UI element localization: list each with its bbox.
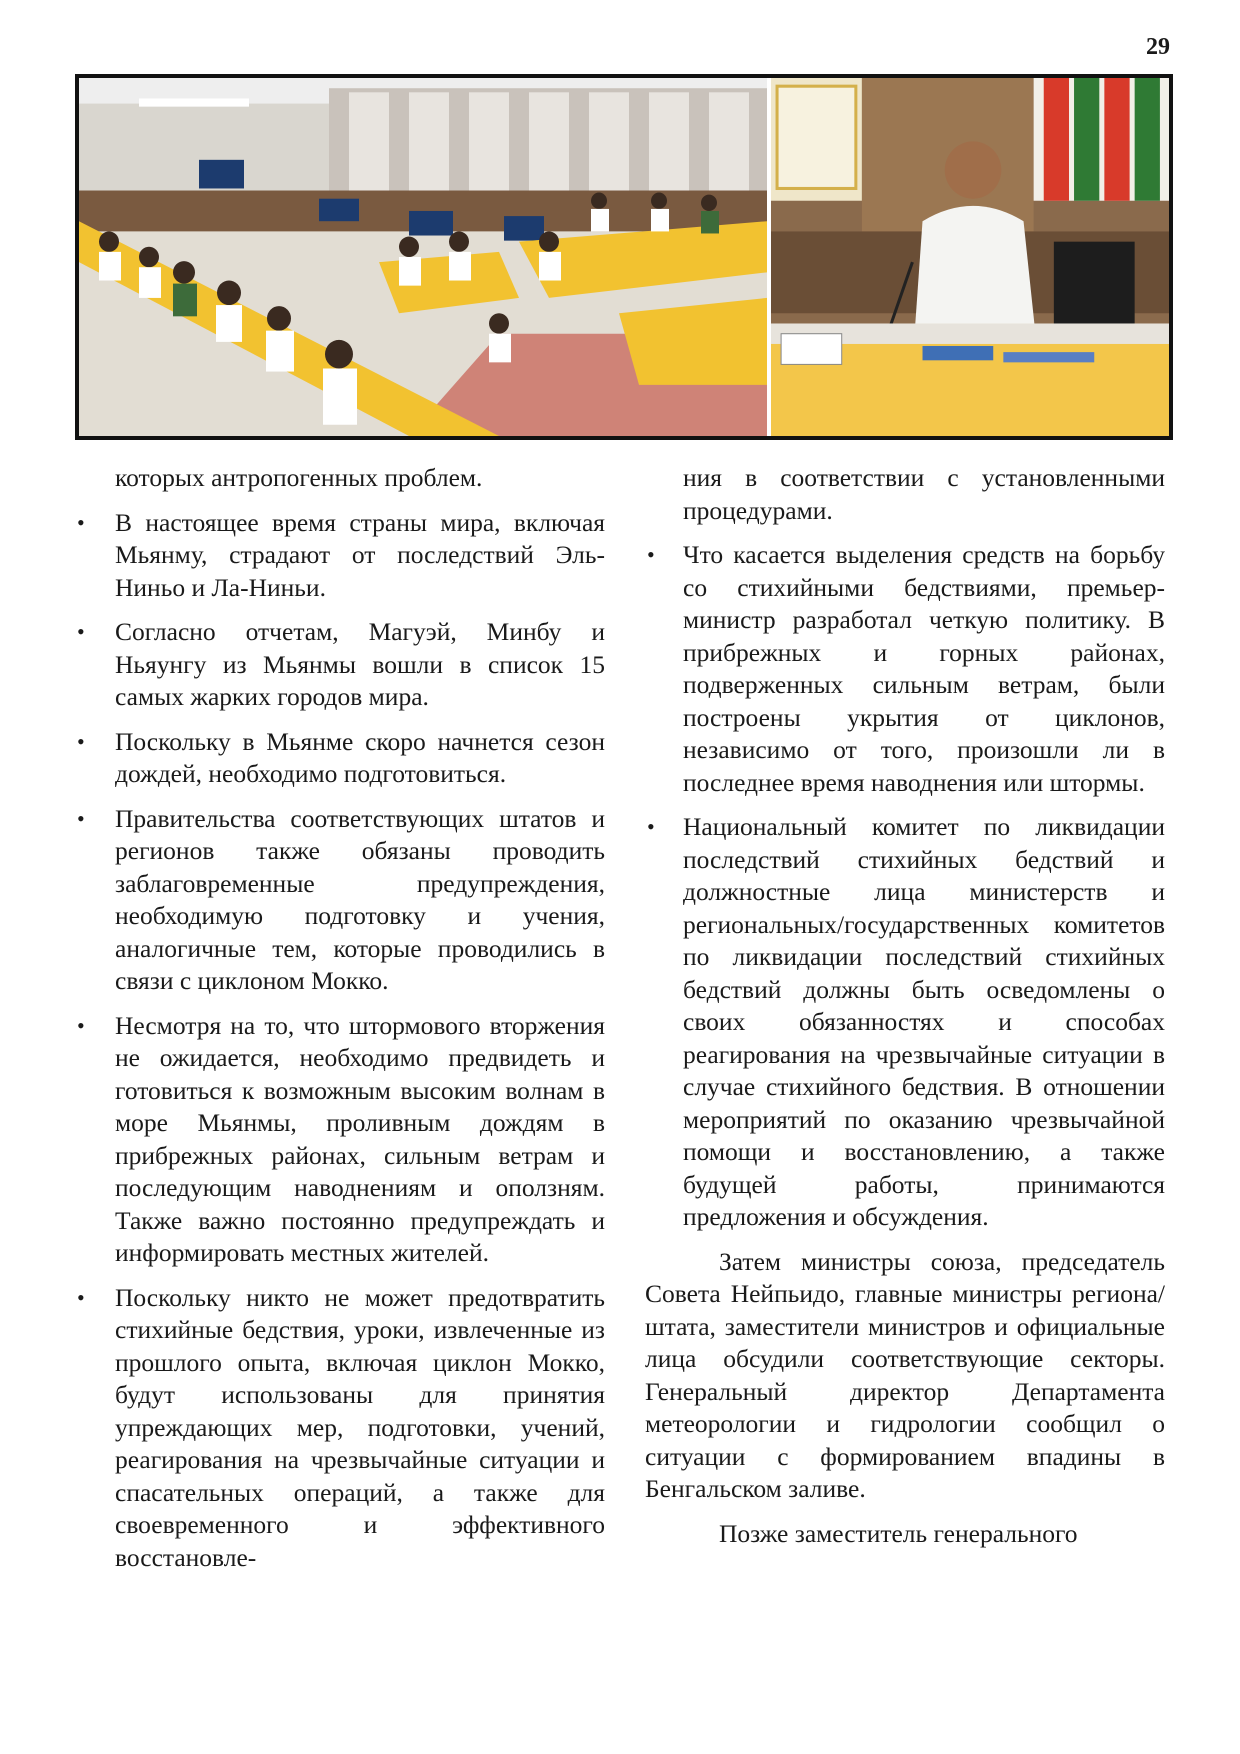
- bullet-icon: •: [77, 1284, 85, 1310]
- body-paragraph: Затем министры союза, председатель Совета Нейпьидо, главные министры региона/штата, заместители министров и официальные лица обсудили соответствующие секторы. Генеральный директор Департамента метеорологии и гидрологии сообщил о ситуации с формированием впадины в Бенгальском заливе.: [645, 1246, 1165, 1503]
- bullet-icon: •: [77, 805, 85, 831]
- list-item-text: Что касается выделения средств на борьбу со стихийными бедствиями, премьер-министр разработал четкую политику. В прибрежных и горных районах, подверженных сильным ветрам, были построены укрытия от циклонов, независимо от того, произошли ли в последнее время наводнения или штормы.: [683, 540, 1165, 797]
- meeting-hall-image: [79, 78, 767, 436]
- list-item-text: Национальный комитет по ликвидации последствий стихийных бедствий и должностные лица министерств и региональных/государственных комитетов по ликвидации последствий стихийных бедствий должны быть осведомлены о своих обязанностях и способах реагирования на чрезвычайные ситуации в случае стихийного бедствия. В отношении мероприятий по оказанию чрезвычайной помощи и восстановлению, а также будущей работы, принимаются предложения и обсуждения.: [683, 812, 1165, 1231]
- meeting-hall-photo: [79, 78, 771, 436]
- bullet-icon: •: [77, 509, 85, 535]
- text-columns: [75, 462, 1165, 1586]
- continuation-text: ния в соответствии с установленными процедурами.: [683, 463, 1165, 525]
- bullet-icon: •: [77, 728, 85, 754]
- bullet-icon: •: [647, 542, 655, 567]
- list-item-text: Поскольку никто не может предотвратить стихийные бедствия, уроки, извлеченные из прошлого опыта, включая циклон Мокко, будут использованы для принятия упреждающих мер, подготовки, учений, реагирования на чрезвычайные ситуации и спасательных операций, а также для своевременного и эффективного восстановле-: [115, 1282, 605, 1572]
- list-item-text: Согласно отчетам, Магуэй, Минбу и Ньяунгу из Мьянмы вошли в список 15 самых жарких городов мира.: [115, 617, 605, 711]
- speaker-image: [771, 78, 1169, 436]
- page-number: 29: [1146, 34, 1170, 60]
- bullet-icon: •: [77, 619, 85, 644]
- list-item-text: Правительства соответствующих штатов и регионов также обязаны проводить заблаговременные предупреждения, необходимую подготовку и учения, аналогичные тем, которые проводились в связи с циклоном Мокко.: [115, 803, 605, 995]
- left-column: [75, 462, 605, 1586]
- continuation-text: которых антропогенных проблем.: [115, 463, 483, 492]
- list-item: [645, 811, 1165, 1234]
- speaker-photo: [771, 78, 1169, 436]
- list-item: [75, 726, 605, 791]
- list-item-text: Поскольку в Мьянме скоро начнется сезон дождей, необходимо подготовиться.: [115, 726, 605, 788]
- body-paragraph: Позже заместитель генерального: [719, 1518, 1078, 1548]
- list-item: [75, 1282, 605, 1575]
- photo-strip: [75, 74, 1173, 440]
- list-item: [75, 616, 605, 714]
- right-bullet-list: [645, 539, 1165, 1234]
- list-item-text: Несмотря на то, что штормового вторжения не ожидается, необходимо предвидеть и готовиться к возможным высоким волнам в море Мьянмы, проливным дождям в прибрежных районах, сильным ветрам и последующим наводнениям и оползням. Также важно постоянно предупреждать и информировать местных жителей.: [115, 1010, 605, 1267]
- left-bullet-list: [75, 507, 605, 1575]
- list-item: [75, 507, 605, 605]
- bullet-icon: •: [647, 814, 655, 839]
- right-column: [645, 462, 1165, 1586]
- list-item: [75, 1010, 605, 1270]
- bullet-icon: •: [77, 1012, 85, 1038]
- list-item: [645, 539, 1165, 799]
- list-item: [75, 803, 605, 998]
- list-item-text: В настоящее время страны мира, включая Мьянму, страдают от последствий Эль-Ниньо и Ла-Ниньи.: [115, 507, 605, 602]
